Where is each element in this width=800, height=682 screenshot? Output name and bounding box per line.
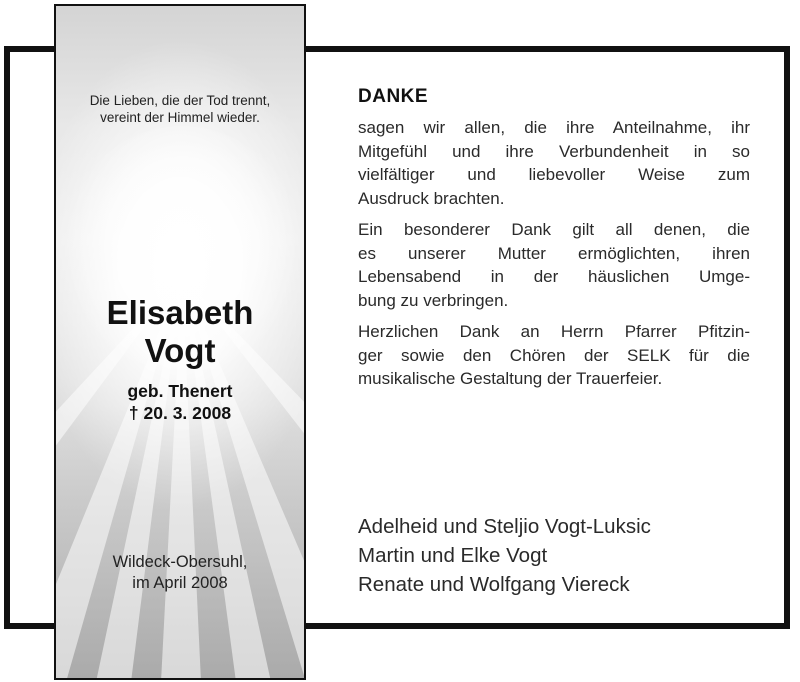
place-and-date: [56, 552, 304, 594]
text-line: Lebensabend in der häuslichen Umge-: [358, 267, 750, 286]
text-line: musikalische Gestaltung der Trauerfeier.: [358, 369, 663, 388]
paragraph-3: [358, 320, 750, 391]
text-line: sagen wir allen, die ihre Anteilnahme, ihr: [358, 118, 750, 137]
text-line: Ein besonderer Dank gilt all denen, die: [358, 220, 750, 239]
heading: DANKE: [358, 86, 429, 107]
place: Wildeck-Obersuhl,: [112, 553, 248, 571]
date: im April 2008: [132, 574, 228, 592]
quote-line: Die Lieben, die der Tod trennt,: [89, 93, 271, 108]
thanks-text: [358, 86, 750, 399]
text-line: Mitgefühl und ihre Verbundenheit in so: [358, 141, 750, 161]
text-line: vielfältiger und liebevoller Weise zum: [358, 165, 750, 184]
text-line: Herzlichen Dank an Herrn Pfarrer Pfitzin-: [358, 322, 750, 341]
signatures: [358, 512, 651, 599]
life-dates: [56, 380, 304, 424]
birth-name: geb. Thenert: [127, 381, 233, 401]
paragraph-2: [358, 218, 750, 312]
first-name: Elisabeth: [106, 294, 254, 331]
signature-line: Adelheid und Steljio Vogt-Luksic: [358, 515, 651, 538]
text-line: bung zu verbringen.: [358, 290, 509, 310]
quote-line: vereint der Himmel wieder.: [100, 110, 260, 125]
deceased-name: [56, 294, 304, 370]
signature-line: Martin und Elke Vogt: [358, 544, 548, 567]
signature-line: Renate und Wolfgang Viereck: [358, 573, 630, 596]
paragraph-1: [358, 116, 750, 210]
text-line: ger sowie den Chören der SELK für die: [358, 345, 750, 365]
death-date: † 20. 3. 2008: [128, 403, 232, 423]
memorial-quote: [56, 92, 304, 126]
text-line: es unserer Mutter ermöglichten, ihren: [358, 243, 750, 263]
memorial-panel: [54, 4, 306, 680]
surname: Vogt: [144, 332, 216, 369]
text-line: Ausdruck brachten.: [358, 188, 505, 208]
